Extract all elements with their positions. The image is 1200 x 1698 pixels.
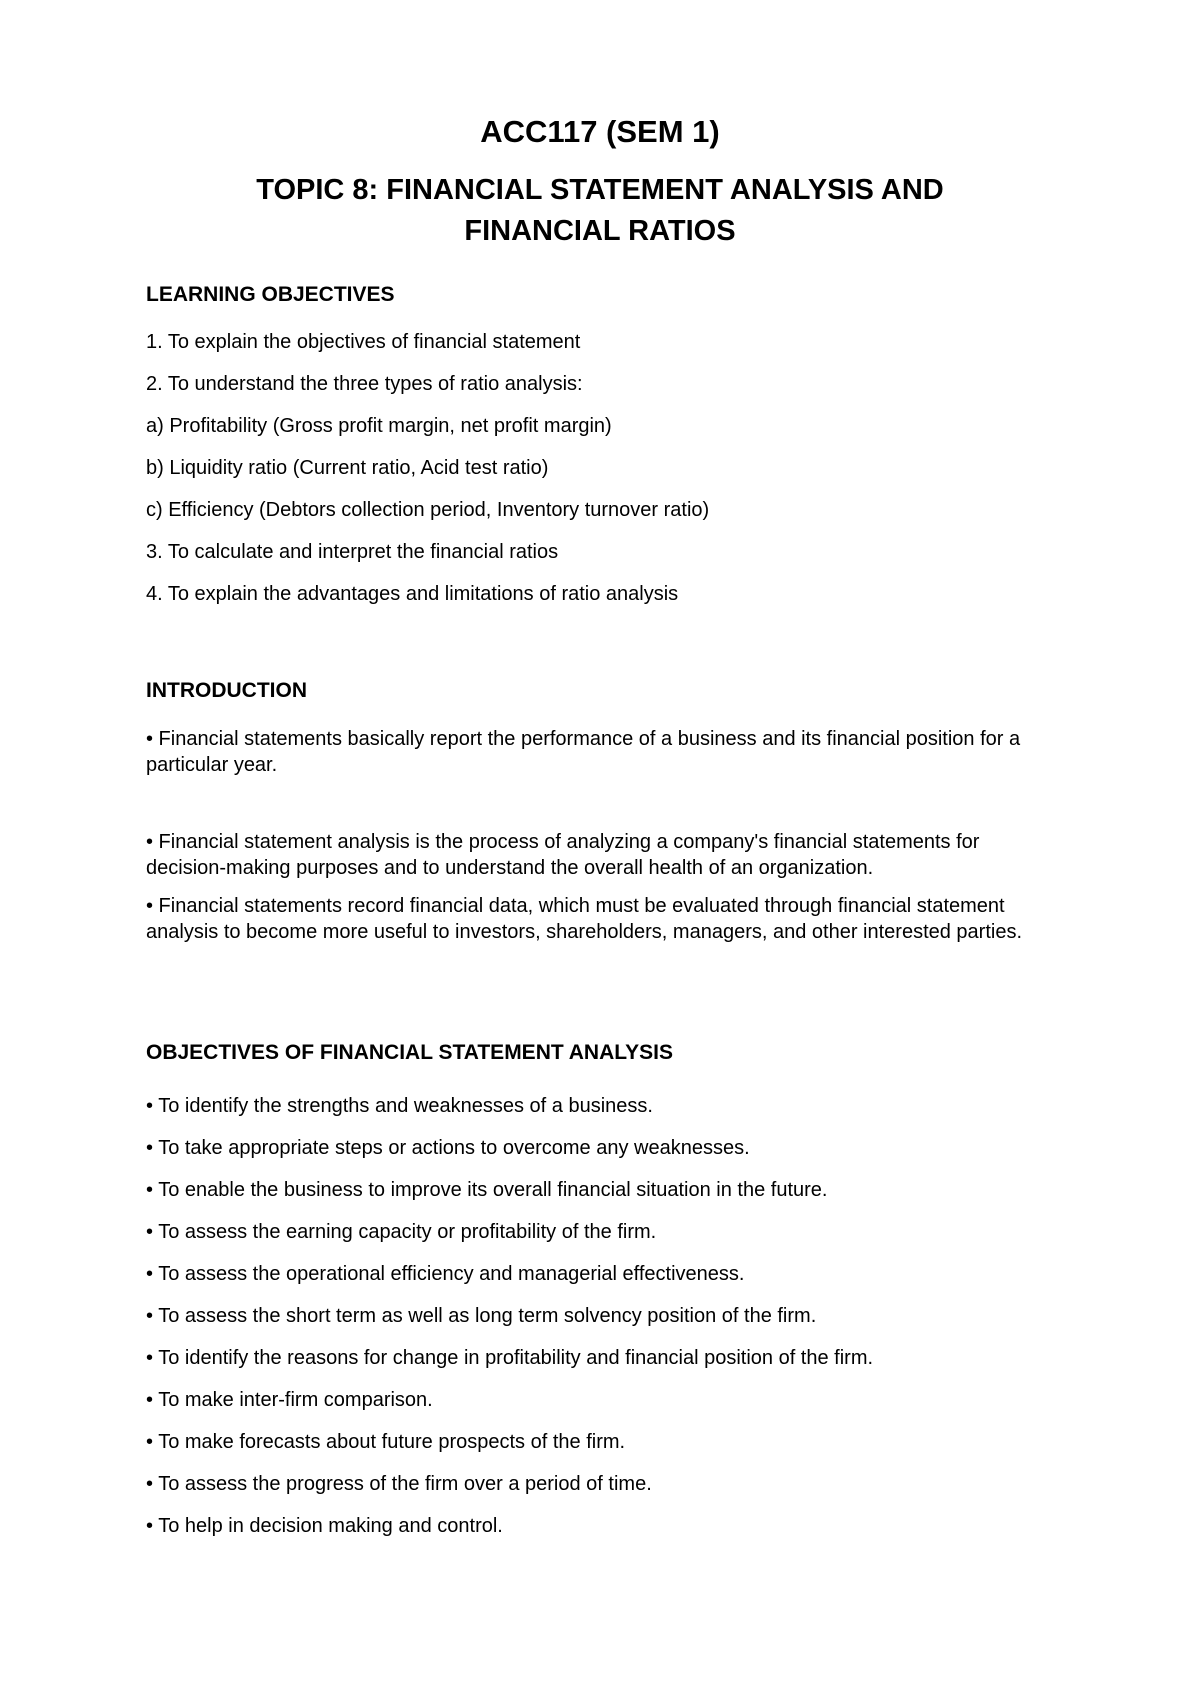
- objective-bullet: • To assess the short term as well as long term solvency position of the firm.: [146, 1305, 817, 1327]
- learning-objective-item: 3. To calculate and interpret the financial ratios: [146, 541, 559, 563]
- objective-bullet: • To assess the earning capacity or profitability of the firm.: [146, 1221, 657, 1243]
- introduction-paragraph: • Financial statement analysis is the process of analyzing a company's financial statements for decision-making purposes and to understand the overall health of an organization.: [146, 831, 980, 879]
- objective-bullet: • To enable the business to improve its overall financial situation in the future.: [146, 1179, 828, 1201]
- introduction-paragraph: • Financial statements basically report the performance of a business and its financial position for a particular year.: [146, 728, 1021, 776]
- objective-bullet: • To take appropriate steps or actions to overcome any weaknesses.: [146, 1137, 750, 1159]
- learning-objective-item: 4. To explain the advantages and limitations of ratio analysis: [146, 583, 679, 605]
- learning-objective-item: 1. To explain the objectives of financial statement: [146, 331, 581, 353]
- learning-objective-item: b) Liquidity ratio (Current ratio, Acid test ratio): [146, 457, 549, 479]
- course-title: ACC117 (SEM 1): [480, 114, 720, 149]
- objective-bullet: • To identify the strengths and weaknesses of a business.: [146, 1095, 653, 1117]
- introduction-heading: INTRODUCTION: [146, 679, 307, 702]
- objective-bullet: • To help in decision making and control.: [146, 1515, 503, 1537]
- objective-bullet: • To identify the reasons for change in profitability and financial position of the firm.: [146, 1347, 874, 1369]
- learning-objective-item: 2. To understand the three types of ratio analysis:: [146, 373, 583, 395]
- topic-title-line-1: TOPIC 8: FINANCIAL STATEMENT ANALYSIS AND: [256, 174, 944, 206]
- objective-bullet: • To assess the progress of the firm over a period of time.: [146, 1473, 652, 1495]
- topic-title-line-2: FINANCIAL RATIOS: [464, 215, 736, 247]
- objective-bullet: • To assess the operational efficiency and managerial effectiveness.: [146, 1263, 745, 1285]
- topic-title: [0, 170, 1200, 252]
- learning-objectives-heading: LEARNING OBJECTIVES: [146, 283, 395, 306]
- learning-objective-item: a) Profitability (Gross profit margin, net profit margin): [146, 415, 612, 437]
- learning-objective-item: c) Efficiency (Debtors collection period, Inventory turnover ratio): [146, 499, 710, 521]
- introduction-paragraph: • Financial statements record financial data, which must be evaluated through financial statement analysis to become more useful to investors, shareholders, managers, and other interested parties.: [146, 895, 1023, 943]
- objectives-analysis-heading: OBJECTIVES OF FINANCIAL STATEMENT ANALYSIS: [146, 1041, 673, 1064]
- objective-bullet: • To make forecasts about future prospects of the firm.: [146, 1431, 626, 1453]
- objective-bullet: • To make inter-firm comparison.: [146, 1389, 433, 1411]
